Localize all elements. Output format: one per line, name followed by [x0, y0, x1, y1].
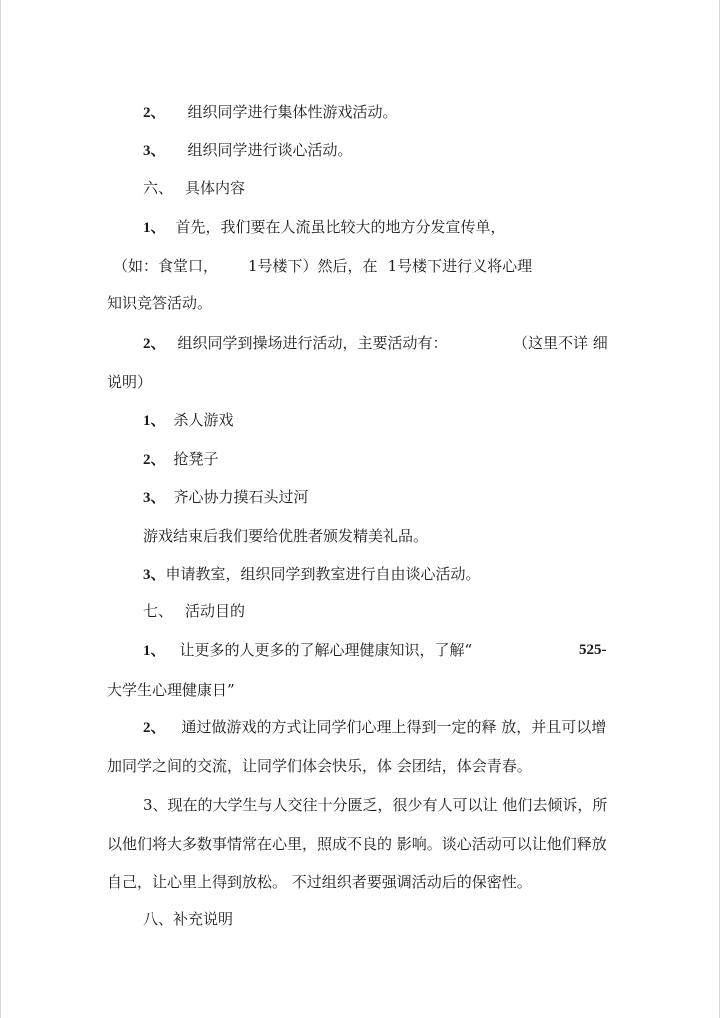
- section-title: 活动目的: [185, 602, 246, 620]
- list-item: [143, 449, 219, 470]
- item-text: 通过做游戏的方式让同学们心理上得到一定的释 放，并且可以增: [181, 718, 607, 736]
- section-number: 六、: [143, 179, 174, 197]
- paragraph-line: [113, 256, 532, 276]
- item-text: 杀人游戏: [173, 411, 234, 429]
- list-item: [143, 217, 506, 238]
- text-segment: 1号楼下进行义将心理: [387, 257, 533, 275]
- text-segment: （这里不详 细: [513, 334, 608, 352]
- paragraph-line: [107, 756, 532, 776]
- text-segment: 知识竞答活动。: [107, 294, 213, 312]
- paragraph-line: [107, 293, 212, 313]
- paragraph-line: [107, 872, 532, 892]
- item-number: 3、: [143, 143, 166, 159]
- text-segment: 525-: [579, 642, 607, 658]
- paragraph-line: [143, 526, 428, 546]
- text-segment: 以他们将大多数事情常在心里，照成不良的 影响。谈心活动可以让他们释放: [107, 835, 607, 853]
- item-number: 2、: [143, 105, 166, 121]
- list-item: [143, 410, 234, 431]
- item-number: 1、: [143, 643, 166, 659]
- section-heading: [143, 909, 233, 929]
- paragraph-line: [107, 834, 607, 854]
- list-item: [143, 333, 448, 354]
- list-item: [143, 717, 606, 738]
- paragraph-line: [107, 680, 235, 700]
- list-item: [143, 102, 398, 123]
- text-segment: 1号楼下）然后，在: [248, 257, 378, 275]
- text-segment: 游戏结束后我们要给优胜者颁发精美礼品。: [143, 527, 429, 545]
- text-segment: 说明）: [107, 373, 153, 391]
- item-number: 2、: [143, 720, 166, 736]
- item-text: 组织同学到操场进行活动，主要活动有：: [177, 334, 448, 352]
- item-text: 组织同学进行谈心活动。: [187, 141, 353, 159]
- item-text: 让更多的人更多的了解心理健康知识，了解“: [179, 641, 473, 659]
- item-text: 申请教室，组织同学到教室进行自由谈心活动。: [165, 565, 481, 583]
- text-segment: （如：食堂口，: [113, 257, 219, 275]
- text-segment: 大学生心理健康日”: [107, 681, 235, 699]
- text-segment: 自己，让心里上得到放松。 不过组织者要强调活动后的保密性。: [107, 873, 532, 891]
- paragraph-line: [107, 372, 152, 392]
- item-text: 组织同学进行集体性游戏活动。: [187, 103, 398, 121]
- list-item: [143, 640, 472, 661]
- section-title: 具体内容: [185, 179, 246, 197]
- list-item: [143, 564, 481, 585]
- list-item: [143, 140, 353, 161]
- item-text: 抢凳子: [173, 450, 219, 468]
- item-number: 2、: [143, 336, 166, 352]
- item-number: 1、: [143, 220, 166, 236]
- section-title: 八、补充说明: [143, 910, 234, 928]
- section-heading: [143, 601, 245, 621]
- item-text: 齐心协力摸石头过河: [173, 488, 309, 506]
- section-number: 七、: [143, 602, 174, 620]
- list-item: [143, 487, 309, 508]
- text-segment: 3、现在的大学生与人交往十分匮乏，很少有人可以让 他们去倾诉，所: [143, 796, 608, 814]
- item-number: 3、: [143, 567, 166, 583]
- item-text: 首先，我们要在人流虽比较大的地方分发宣传单，: [175, 218, 506, 236]
- section-heading: [143, 178, 245, 198]
- item-number: 1、: [143, 413, 166, 429]
- item-number: 2、: [143, 452, 166, 468]
- text-segment: 加同学之间的交流，让同学们体会快乐，体 会团结，体会青春。: [107, 757, 532, 775]
- paragraph-line: [143, 795, 607, 815]
- item-number: 3、: [143, 490, 166, 506]
